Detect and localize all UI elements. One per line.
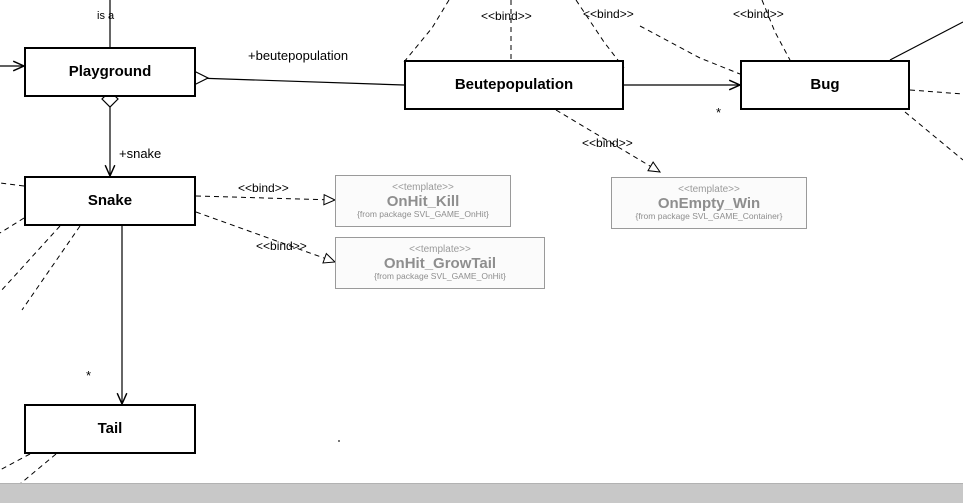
class-node-playground[interactable]: [24, 47, 196, 97]
class-node-label: Bug: [810, 75, 840, 93]
class-node-beutepopulation[interactable]: [404, 60, 624, 110]
template-node-onhit-growtail[interactable]: [335, 237, 545, 289]
class-node-label: Tail: [97, 419, 123, 437]
stereotype-label: <<template>>: [678, 184, 740, 196]
class-node-snake[interactable]: [24, 176, 196, 226]
class-node-label: Playground: [68, 62, 152, 80]
class-node-label: Snake: [87, 191, 133, 209]
edge-label-snake-role: +snake: [119, 146, 162, 161]
stereotype-label: <<template>>: [392, 182, 454, 194]
multiplicity-label-bug: *: [716, 105, 722, 120]
edge-label-bind-top-1: <<bind>>: [481, 9, 532, 23]
from-package-label: {from package SVL_GAME_OnHit}: [374, 271, 506, 282]
stereotype-label: <<template>>: [409, 244, 471, 256]
template-node-onhit-kill[interactable]: [335, 175, 511, 227]
class-node-tail[interactable]: [24, 404, 196, 454]
edge-label-bind-top-3: <<bind>>: [733, 7, 784, 21]
template-node-label: OnHit_GrowTail: [383, 255, 497, 273]
edge-label-bind-onhit-kill: <<bind>>: [238, 181, 289, 195]
from-package-label: {from package SVL_GAME_OnHit}: [357, 209, 489, 220]
edge-label-bind-onempty-win: <<bind>>: [582, 136, 633, 150]
class-node-label: Beutepopulation: [454, 75, 574, 93]
stray-dot: [338, 440, 340, 442]
edge-label-beutepopulation-role: +beutepopulation: [248, 48, 349, 63]
template-node-label: OnHit_Kill: [386, 193, 460, 211]
class-node-bug[interactable]: [740, 60, 910, 110]
edge-label-bind-onhit-growtail: <<bind>>: [256, 239, 307, 253]
template-node-onempty-win[interactable]: [611, 177, 807, 229]
edge-label-is-a: is a: [97, 10, 115, 22]
edge-label-bind-top-2: <<bind>>: [583, 7, 634, 21]
multiplicity-label-tail: *: [86, 368, 92, 383]
from-package-label: {from package SVL_GAME_Container}: [635, 211, 783, 222]
template-node-label: OnEmpty_Win: [657, 195, 761, 213]
bottom-status-strip: [0, 483, 963, 503]
